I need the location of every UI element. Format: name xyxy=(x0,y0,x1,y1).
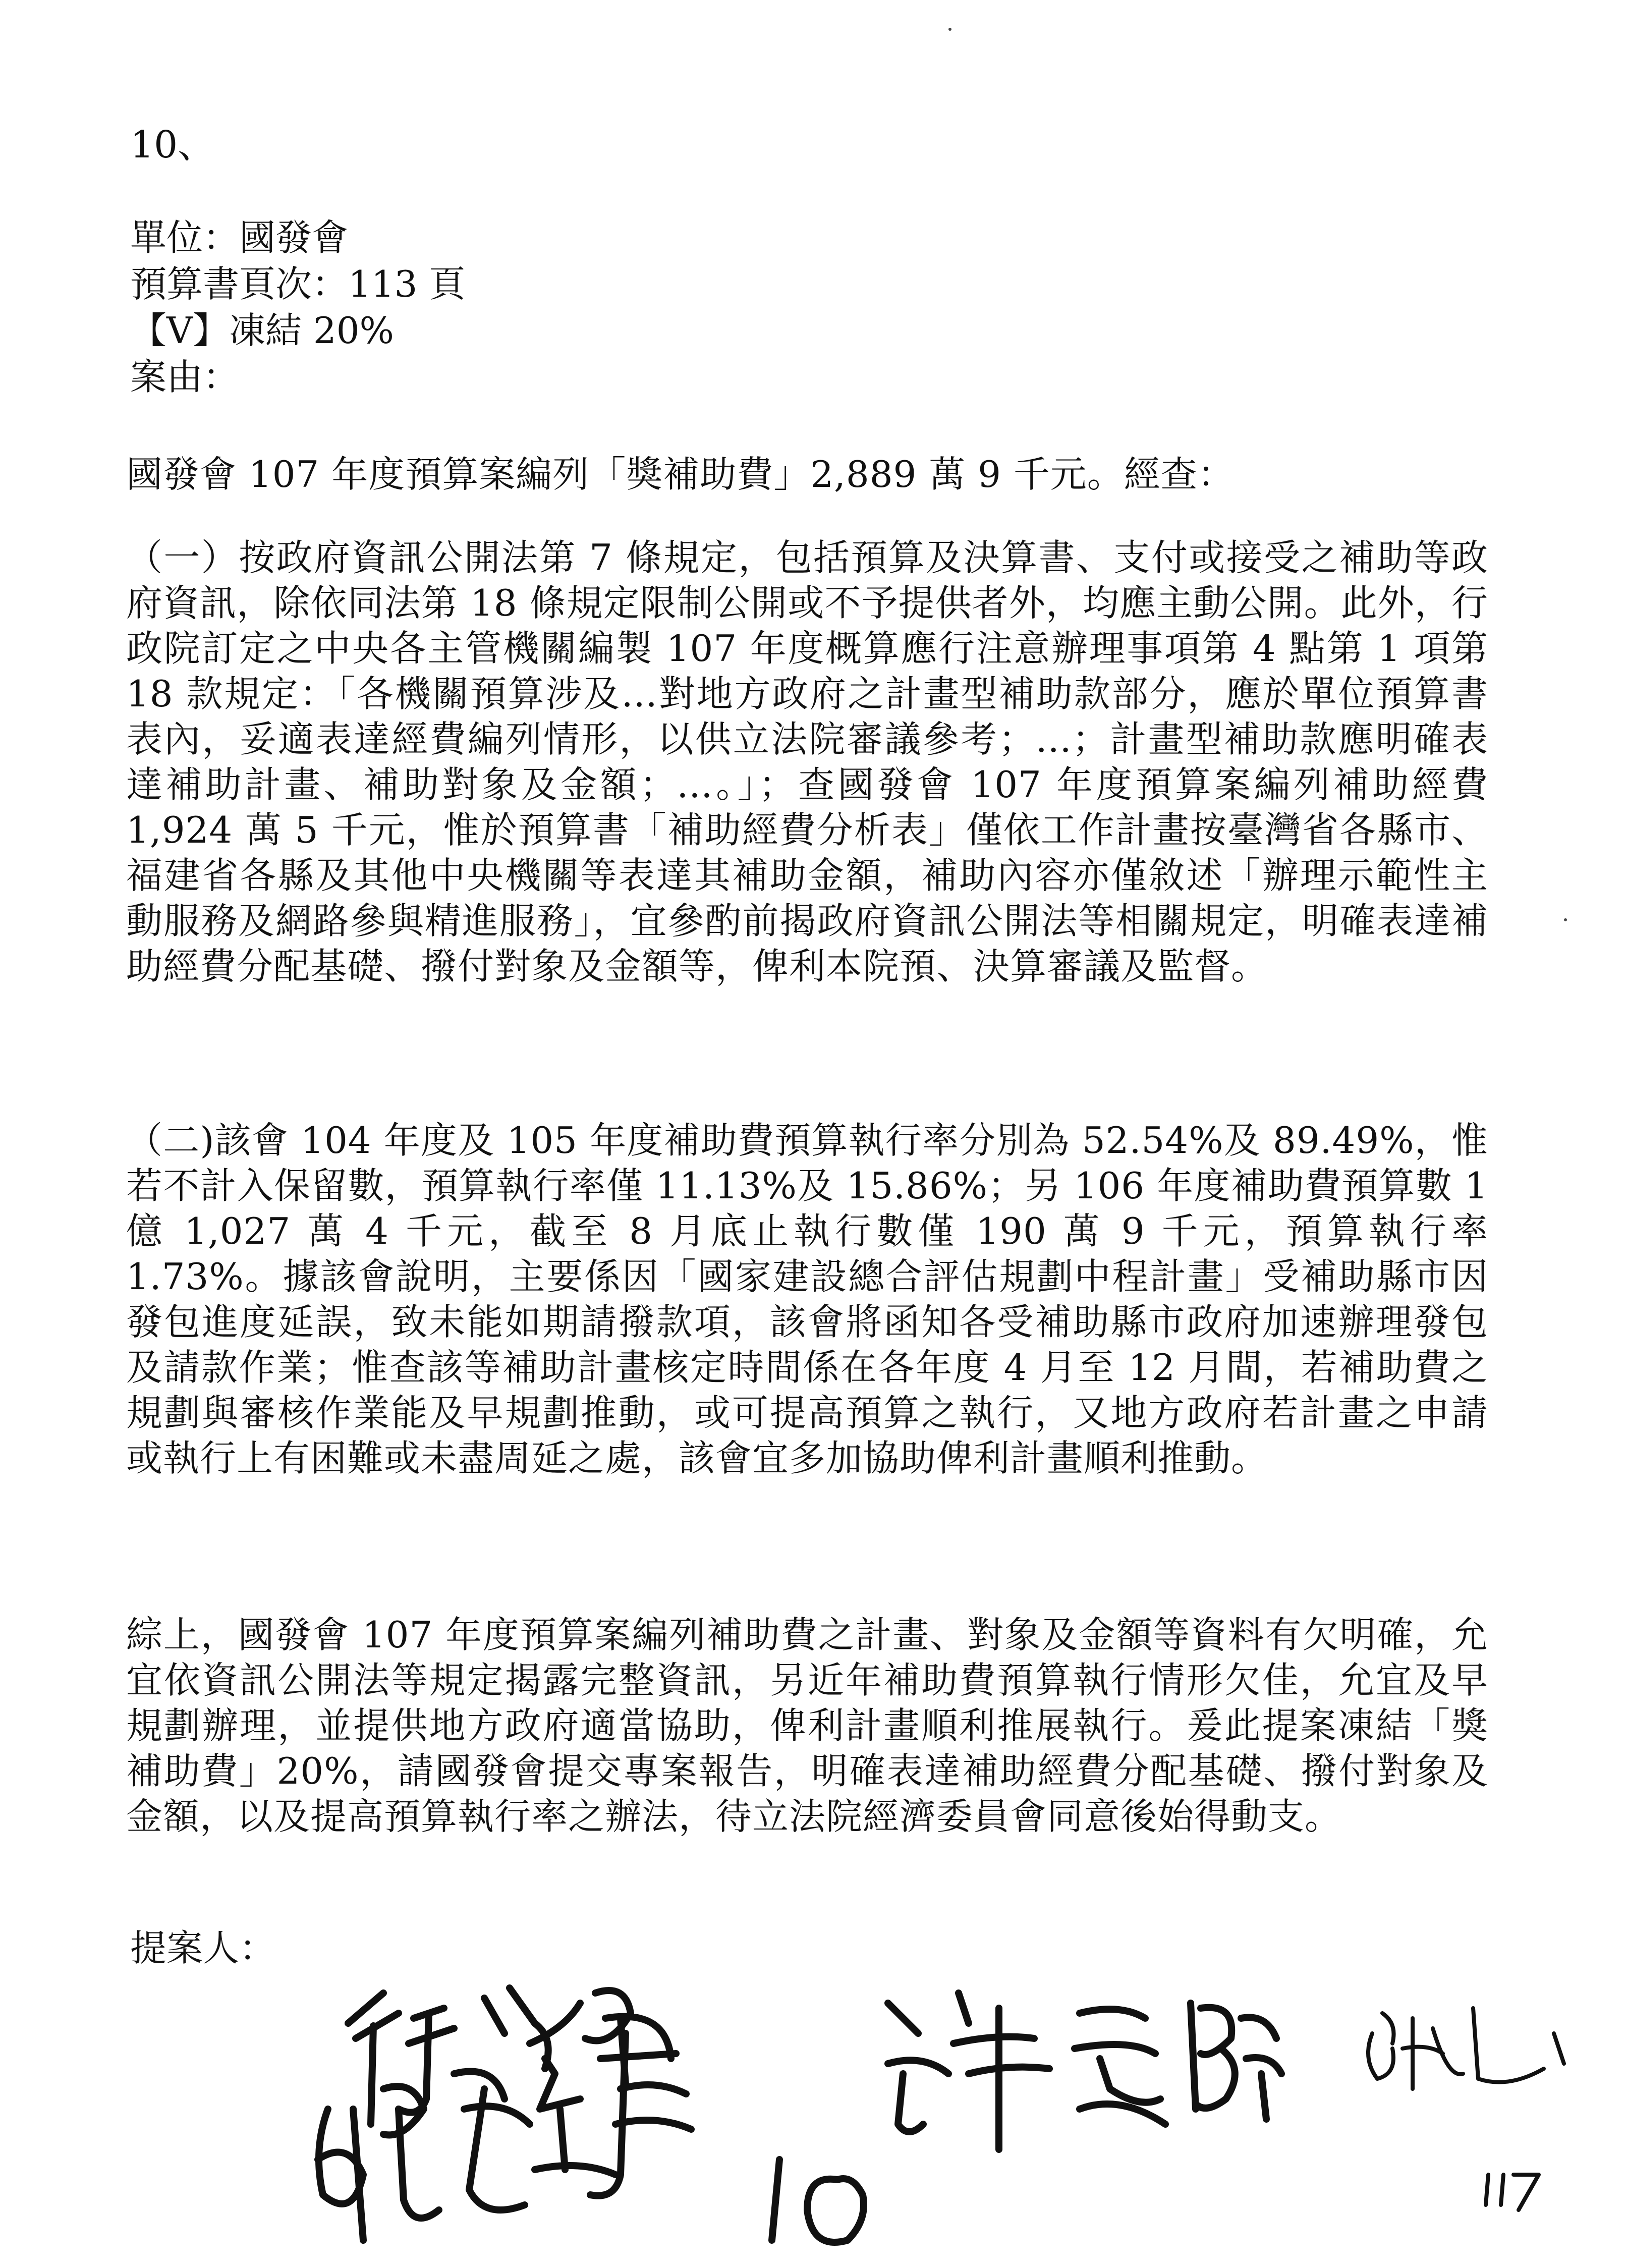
freeze-line: 【V】凍結 20% xyxy=(130,309,394,352)
signature-area xyxy=(0,1958,1625,2268)
scan-speck xyxy=(1564,918,1567,921)
handwritten-number xyxy=(772,2160,864,2242)
intro-line: 國發會 107 年度預算案編列「獎補助費」2,889 萬 9 千元。經查： xyxy=(126,453,1235,495)
proposer-label: 提案人： xyxy=(130,1927,276,1969)
reason-label: 案由： xyxy=(130,356,240,398)
paragraph-2: （二)該會 104 年度及 105 年度補助費預算執行率分別為 52.54%及 89.49%，惟若不計入保留數，預算執行率僅 11.13%及 15.86%；另 106 年度補助費預算數 1 億 1,027 萬 4 千元，截至 8 月底止執行數僅 190 萬 9 千元，預算執行率 1.73%。據該會說明，主要係因「國家建設總合評估規劃中程計畫」受補助縣市因發包進度延誤，致未能如期請撥款項，該會將函知各受補助縣市政府加速辦理發包及請款作業；惟查該等補助計畫核定時間係在各年度 4 月至 12 月間，若補助費之規劃與審核作業能及早規劃推動，或可提高預算之執行，又地方政府若計畫之申請或執行上有困難或未盡周延之處，該會宜多加協助俾利計畫順利推動。 xyxy=(126,1119,1488,1479)
header-block xyxy=(130,214,1492,400)
signature-3 xyxy=(888,1993,1281,2149)
unit-line: 單位：國發會 xyxy=(130,216,349,259)
signature-4 xyxy=(1368,2008,1564,2089)
handwritten-signatures xyxy=(0,1958,1625,2268)
scan-speck xyxy=(948,28,951,31)
handwritten-page-number xyxy=(1486,2175,1539,2210)
budget-page-line: 預算書頁次：113 頁 xyxy=(130,263,466,305)
paragraph-1: （一）按政府資訊公開法第 7 條規定，包括預算及決算書、支付或接受之補助等政府資訊，除依同法第 18 條規定限制公開或不予提供者外，均應主動公開。此外，行政院訂定之中央各主管機關編製 107 年度概算應行注意辦理事項第 4 點第 1 項第 18 款規定：「各機關預算涉及…對地方政府之計畫型補助款部分，應於單位預算書表內，妥適表達經費編列情形，以供立法院審議參考；…；計畫型補助款應明確表達補助計畫、補助對象及金額；…。」；查國發會 107 年度預算案編列補助經費 1,924 萬 5 千元，惟於預算書「補助經費分析表」僅依工作計畫按臺灣省各縣市、福建省各縣及其他中央機關等表達其補助金額，補助內容亦僅敘述「辦理示範性主動服務及網路參與精進服務」，宜參酌前揭政府資訊公開法等相關規定，明確表達補助經費分配基礎、撥付對象及金額等，俾利本院預、決算審議及監督。 xyxy=(126,536,1488,987)
paragraph-3: 綜上，國發會 107 年度預算案編列補助費之計畫、對象及金額等資料有欠明確，允宜依資訊公開法等規定揭露完整資訊，另近年補助費預算執行情形欠佳，允宜及早規劃辦理，並提供地方政府適當協助，俾利計畫順利推展執行。爰此提案凍結「獎補助費」20%，請國發會提交專案報告，明確表達補助經費分配基礎、撥付對象及金額，以及提高預算執行率之辦法，待立法院經濟委員會同意後始得動支。 xyxy=(126,1614,1488,1838)
item-number: 10、 xyxy=(130,123,215,167)
